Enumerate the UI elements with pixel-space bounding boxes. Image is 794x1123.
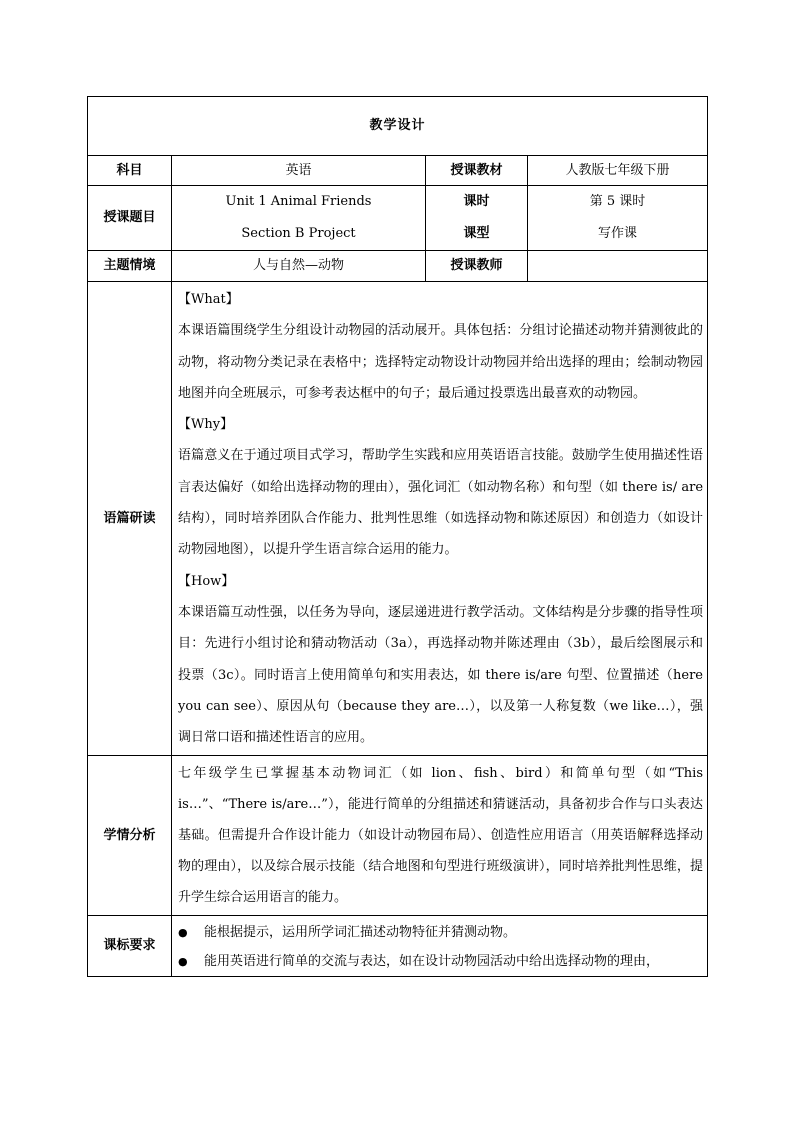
topic-value — [172, 186, 426, 251]
curriculum-item-text: 能根据提示，运用所学词汇描述动物特征并猜测动物。 — [204, 925, 517, 941]
reading-label: 语篇研读 — [88, 282, 172, 756]
subject-label: 科目 — [88, 156, 172, 186]
bullet-icon: ● — [178, 955, 188, 969]
reading-content — [172, 282, 708, 756]
what-paragraph: 本课语篇围绕学生分组设计动物园的活动展开。具体包括：分组讨论描述动物并猜测彼此的动物，将动物分类记录在表格中；选择特定动物设计动物园并给出选择的理由；绘制动物园地图并向全班展示，可参考表达框中的句子；最后通过投票选出最喜欢的动物园。 — [178, 323, 704, 401]
period-type-labels — [426, 186, 528, 251]
lesson-plan-table — [87, 96, 708, 977]
textbook-value: 人教版七年级下册 — [528, 156, 708, 186]
period-value: 第 5 课时 — [589, 194, 646, 209]
student-analysis-content — [172, 756, 708, 916]
topic-line-section: Section B Project — [241, 226, 356, 241]
teacher-value — [528, 251, 708, 282]
document-title: 教学设计 — [88, 97, 708, 156]
curriculum-content — [172, 916, 708, 977]
bullet-icon: ● — [178, 926, 188, 940]
curriculum-item — [178, 918, 703, 947]
teacher-label: 授课教师 — [426, 251, 528, 282]
what-heading: 【What】 — [178, 292, 239, 307]
curriculum-item — [178, 947, 703, 976]
theme-value: 人与自然—动物 — [172, 251, 426, 282]
why-paragraph: 语篇意义在于通过项目式学习，帮助学生实践和应用英语语言技能。鼓励学生使用描述性语言表达偏好（如给出选择动物的理由），强化词汇（如动物名称）和句型（如 there is/ are 结构），同时培养团队合作能力、批判性思维（如选择动物和陈述原因）和创造力（如设计动物园地图），以提升学生语言综合运用的能力。 — [178, 448, 704, 558]
curriculum-item-text: 能用英语进行简单的交流与表达，如在设计动物园活动中给出选择动物的理由， — [204, 954, 660, 970]
theme-label: 主题情境 — [88, 251, 172, 282]
student-analysis-paragraph: 七年级学生已掌握基本动物词汇（如 lion、fish、bird）和简单句型（如“This is…”、“There is/are…”），能进行简单的分组描述和猜谜活动，具备初步合作与口头表达基础。但需提升合作设计能力（如设计动物园布局）、创造性应用语言（用英语解释选择动物的理由），以及综合展示技能（结合地图和句型进行班级演讲），同时培养批判性思维，提升学生综合运用语言的能力。 — [178, 766, 704, 906]
subject-value: 英语 — [172, 156, 426, 186]
curriculum-label: 课标要求 — [88, 916, 172, 977]
period-type-values — [528, 186, 708, 251]
type-label: 课型 — [463, 226, 490, 241]
how-heading: 【How】 — [178, 573, 235, 589]
student-analysis-label: 学情分析 — [88, 756, 172, 916]
period-label: 课时 — [463, 194, 490, 209]
how-paragraph: 本课语篇互动性强，以任务为导向，逐层递进进行教学活动。文体结构是分步骤的指导性项目：先进行小组讨论和猜动物活动（3a），再选择动物并陈述理由（3b），最后绘图展示和投票（3c）。同时语言上使用简单句和实用表达，如 there is/are 句型、位置描述（here you can see）、原因从句（because they are…），以及第一人称复数（we like…），强调日常口语和描述性语言的应用。 — [178, 604, 704, 746]
topic-label: 授课题目 — [88, 186, 172, 251]
type-value: 写作课 — [598, 226, 638, 241]
textbook-label: 授课教材 — [426, 156, 528, 186]
topic-line-unit: Unit 1 Animal Friends — [225, 194, 372, 209]
why-heading: 【Why】 — [178, 417, 234, 433]
